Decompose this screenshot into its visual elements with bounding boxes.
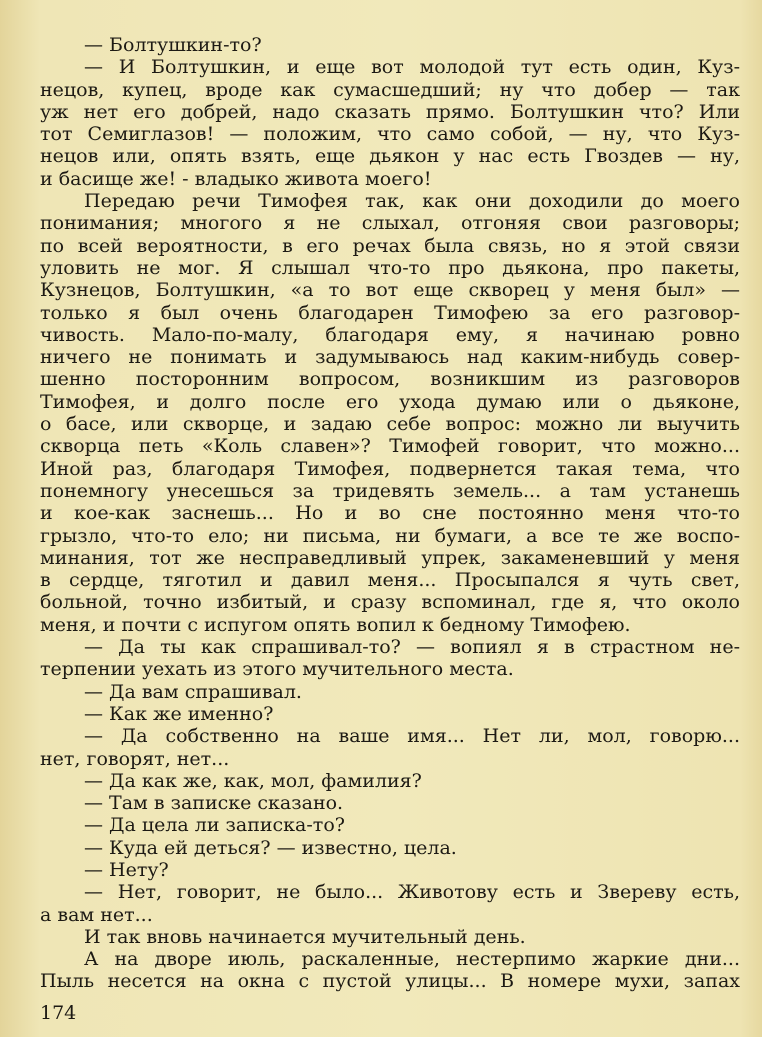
text-line: — Да как же, как, мол, фамилия? bbox=[84, 769, 422, 792]
text-line: — Как же именно? bbox=[84, 702, 274, 725]
text-line: — Да вам спрашивал. bbox=[84, 680, 302, 703]
text-line: — Нету? bbox=[84, 858, 169, 881]
text-line: и кое-как заснешь... Но и во сне постоянно меня что-то bbox=[40, 502, 740, 525]
text-line: — Да ты как спрашивал-то? — вопиял я в страстном не- bbox=[84, 636, 740, 659]
text-line: — Куда ей деться? — известно, цела. bbox=[84, 836, 457, 859]
page-number: 174 bbox=[40, 1002, 77, 1024]
text-line: ничего не понимать и задумываюсь над каким-нибудь совер- bbox=[40, 346, 740, 369]
text-line: Передаю речи Тимофея так, как они доходили до моего bbox=[84, 190, 740, 213]
text-line: чивость. Мало-по-малу, благодаря ему, я начинаю ровно bbox=[40, 323, 740, 346]
text-line: — И Болтушкин, и еще вот молодой тут есть один, Куз- bbox=[84, 56, 740, 79]
text-line: А на дворе июль, раскаленные, нестерпимо жаркие дни... bbox=[84, 948, 740, 971]
text-line: терпении уехать из этого мучительного места. bbox=[40, 658, 514, 681]
text-line: — Да собственно на ваше имя... Нет ли, мол, говорю... bbox=[84, 725, 740, 748]
text-line: в сердце, тяготил и давил меня... Просыпался я чуть свет, bbox=[40, 569, 740, 592]
text-line: — Нет, говорит, не было... Животову есть и Звереву есть, bbox=[84, 881, 740, 904]
text-line: по всей вероятности, в его речах была связь, но я этой связи bbox=[40, 234, 740, 257]
text-line: скворца петь «Коль славен»? Тимофей говорит, что можно... bbox=[40, 435, 740, 458]
text-line: минания, тот же несправедливый упрек, закаменевший у меня bbox=[40, 546, 740, 569]
text-line: только я был очень благодарен Тимофею за его разговор- bbox=[40, 301, 740, 324]
text-line: — Да цела ли записка-то? bbox=[84, 814, 345, 837]
text-line: больной, точно избитый, и сразу вспоминал, где я, что около bbox=[40, 591, 740, 614]
text-line: — Там в записке сказано. bbox=[84, 792, 344, 815]
text-line: нецов, купец, вроде как сумасшедший; ну что добер — так bbox=[40, 78, 740, 101]
text-line: Тимофея, и долго после его ухода думаю или о дьяконе, bbox=[40, 390, 740, 413]
text-line: уж нет его добрей, надо сказать прямо. Болтушкин что? Или bbox=[40, 100, 740, 123]
text-line: И так вновь начинается мучительный день. bbox=[84, 925, 526, 948]
text-line: о басе, или скворце, и задаю себе вопрос: можно ли выучить bbox=[40, 413, 740, 436]
text-line: уловить не мог. Я слышал что-то про дьякона, про пакеты, bbox=[40, 256, 740, 279]
text-line: меня, и почти с испугом опять вопил к бедному Тимофею. bbox=[40, 613, 631, 636]
text-line: нет, говорят, нет... bbox=[40, 747, 230, 770]
text-line: грызло, что-то ело; ни письма, ни бумаги, а все те же воспо- bbox=[40, 524, 740, 547]
text-line: Иной раз, благодаря Тимофея, подвернется такая тема, что bbox=[40, 457, 740, 480]
text-line: и басище же! - владыко живота моего! bbox=[40, 167, 432, 190]
text-line: шенно посторонним вопросом, возникшим из разговоров bbox=[40, 368, 740, 391]
text-line: — Болтушкин-то? bbox=[84, 34, 262, 56]
text-line: а вам нет... bbox=[40, 903, 153, 926]
text-line: Пыль несется на окна с пустой улицы... В номере мухи, запах bbox=[40, 970, 740, 993]
body-text bbox=[40, 34, 740, 993]
text-line: тот Семиглазов! — положим, что само собой, — ну, что Куз- bbox=[40, 123, 740, 146]
text-line: нецов или, опять взять, еще дьякон у нас есть Гвоздев — ну, bbox=[40, 145, 740, 168]
text-line: Кузнецов, Болтушкин, «а то вот еще скворец у меня был» — bbox=[40, 279, 740, 302]
text-line: понемногу унесешься за тридевять земель... а там устанешь bbox=[40, 479, 740, 502]
text-line: понимания; многого я не слыхал, отгоняя свои разговоры; bbox=[40, 212, 740, 235]
